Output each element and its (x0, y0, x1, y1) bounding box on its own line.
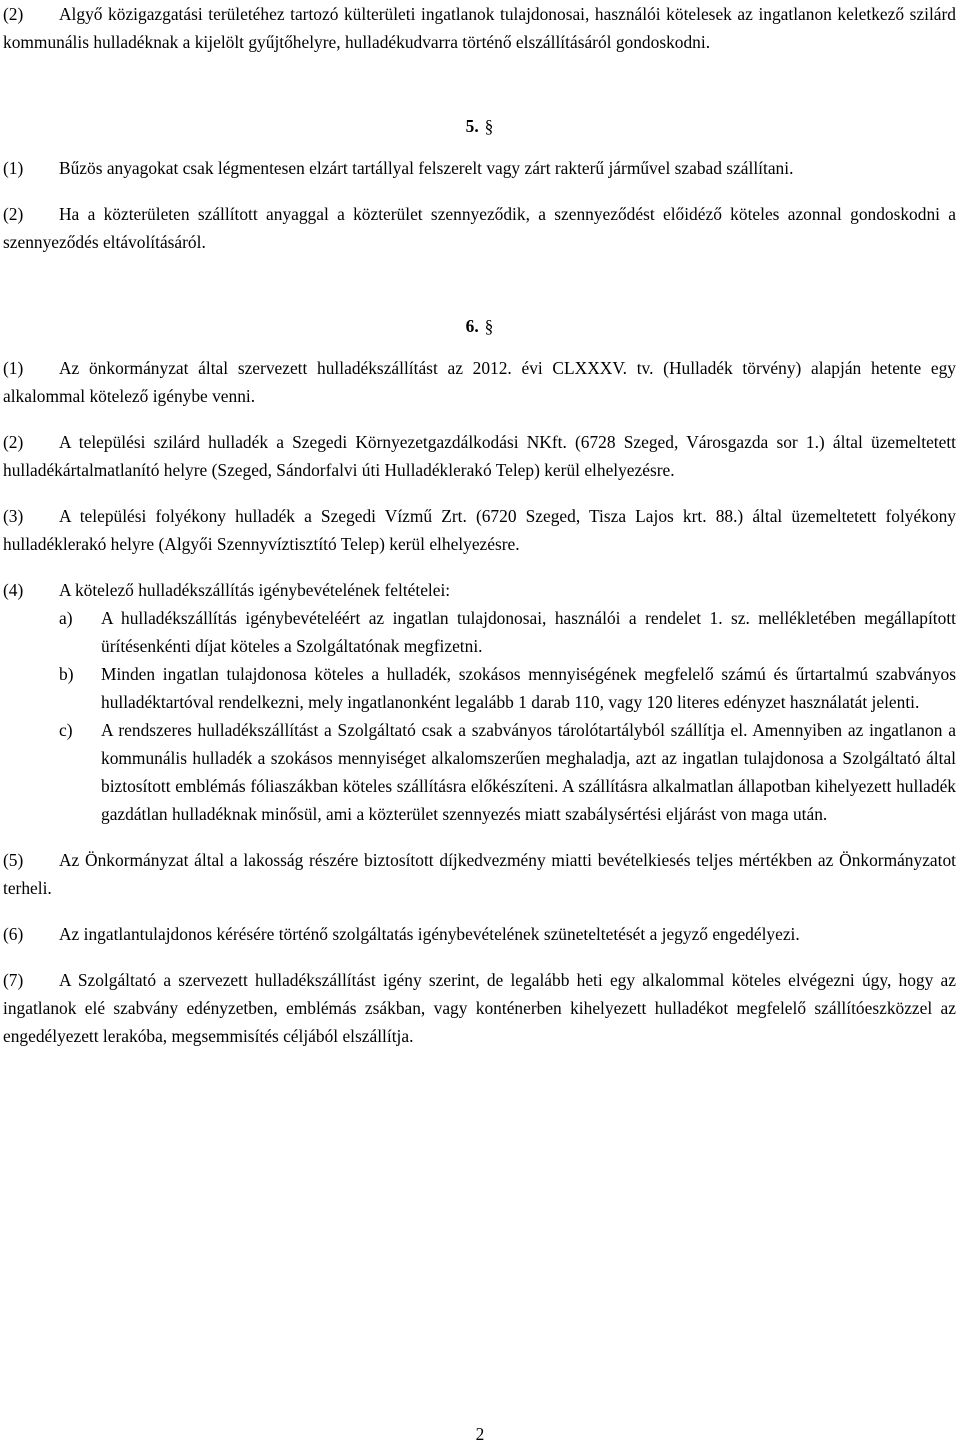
section-number: 5. (465, 116, 479, 136)
page-number: 2 (475, 1424, 485, 1444)
conditions-list (59, 604, 956, 828)
list-item (59, 660, 956, 716)
paragraph-number: (7) (3, 970, 24, 990)
paragraph-text: A Szolgáltató a szervezett hulladékszállítást igény szerint, de legalább heti egy alkalommal köteles elvégezni úgy, hogy az ingatlanok elé szabvány edényzetben, emblémás zsákban, vagy konténerben kihelyezett hulladékot megfelelő szállítóeszközzel az engedélyezett lerakóba, megsemmisítés céljából elszállítja. (3, 970, 956, 1046)
section-number: 6. (465, 316, 479, 336)
section-6-paragraph-7 (3, 966, 956, 1050)
list-item-label: c) (59, 720, 73, 740)
paragraph-text: Ha a közterületen szállított anyaggal a közterület szennyeződik, a szennyeződést előidéző köteles azonnal gondoskodni a szennyeződés eltávolításáról. (3, 204, 956, 252)
section-symbol: § (484, 116, 494, 136)
paragraph-2-top (3, 0, 956, 56)
section-symbol: § (484, 316, 494, 336)
list-item (59, 716, 956, 828)
paragraph-number: (3) (3, 506, 24, 526)
paragraph-text: Az önkormányzat által szervezett hulladékszállítást az 2012. évi CLXXXV. tv. (Hulladék törvény) alapján hetente egy alkalommal kötelező igénybe venni. (3, 358, 956, 406)
paragraph-text: A települési folyékony hulladék a Szegedi Vízmű Zrt. (6720 Szeged, Tisza Lajos krt. 88.) által üzemeltetett folyékony hulladéklerakó helyre (Algyői Szennyvíztisztító Telep) kerül elhelyezésre. (3, 506, 956, 554)
section-6-paragraph-2 (3, 428, 956, 484)
paragraph-text: A kötelező hulladékszállítás igénybevételének feltételei: (59, 580, 451, 600)
paragraph-number: (2) (3, 204, 24, 224)
section-6-heading (3, 312, 956, 340)
paragraph-text: Algyő közigazgatási területéhez tartozó külterületi ingatlanok tulajdonosai, használói kötelesek az ingatlanon keletkező szilárd kommunális hulladéknak a kijelölt gyűjtőhelyre, hulladékudvarra történő elszállításáról gondoskodni. (3, 4, 956, 52)
paragraph-text: Az Önkormányzat által a lakosság részére biztosított díjkedvezmény miatti bevételkiesés teljes mértékben az Önkormányzatot terheli. (3, 850, 956, 898)
section-6-paragraph-1 (3, 354, 956, 410)
paragraph-text: Az ingatlantulajdonos kérésére történő szolgáltatás igénybevételének szüneteltetését a jegyző engedélyezi. (59, 924, 800, 944)
paragraph-text: Bűzös anyagokat csak légmentesen elzárt tartállyal felszerelt vagy zárt rakterű járművel szabad szállítani. (59, 158, 794, 178)
paragraph-number: (2) (3, 432, 24, 452)
section-5-heading (3, 112, 956, 140)
section-5-paragraph-2 (3, 200, 956, 256)
section-5-paragraph-1 (3, 154, 956, 182)
section-6-paragraph-6 (3, 920, 956, 948)
paragraph-number: (4) (3, 580, 24, 600)
list-item-text: A hulladékszállítás igénybevételéért az ingatlan tulajdonosai, használói a rendelet 1. sz. mellékletében megállapított ürítésenkénti díjat köteles a Szolgáltatónak megfizetni. (101, 608, 956, 656)
paragraph-number: (6) (3, 924, 24, 944)
paragraph-number: (2) (3, 4, 24, 24)
paragraph-number: (1) (3, 158, 24, 178)
list-item-text: Minden ingatlan tulajdonosa köteles a hulladék, szokásos mennyiségének megfelelő számú és űrtartalmú szabványos hulladéktartóval rendelkezni, mely ingatlanonként legalább 1 darab 110, vagy 120 literes edényzet használatát jelenti. (101, 664, 956, 712)
paragraph-number: (1) (3, 358, 24, 378)
list-item-label: a) (59, 608, 73, 628)
section-6-paragraph-4 (3, 576, 956, 604)
paragraph-number: (5) (3, 850, 24, 870)
section-6-paragraph-5 (3, 846, 956, 902)
paragraph-text: A települési szilárd hulladék a Szegedi Környezetgazdálkodási NKft. (6728 Szeged, Városgazda sor 1.) által üzemeltetett hulladékártalmatlanító helyre (Szeged, Sándorfalvi úti Hulladéklerakó Telep) kerül elhelyezésre. (3, 432, 956, 480)
list-item-label: b) (59, 664, 74, 684)
list-item (59, 604, 956, 660)
list-item-text: A rendszeres hulladékszállítást a Szolgáltató csak a szabványos tárolótartályból szállítja el. Amennyiben az ingatlanon a kommunális hulladék a szokásos mennyiséget alkalomszerűen meghaladja, azt az ingatlan tulajdonosa a Szolgáltató által biztosított emblémás fóliaszákban köteles szállításra előkészíteni. A szállításra alkalmatlan állapotban kihelyezett hulladék gazdátlan hulladéknak minősül, ami a közterület szennyezés miatt szabálysértési eljárást von maga után. (101, 720, 956, 824)
section-6-paragraph-3 (3, 502, 956, 558)
